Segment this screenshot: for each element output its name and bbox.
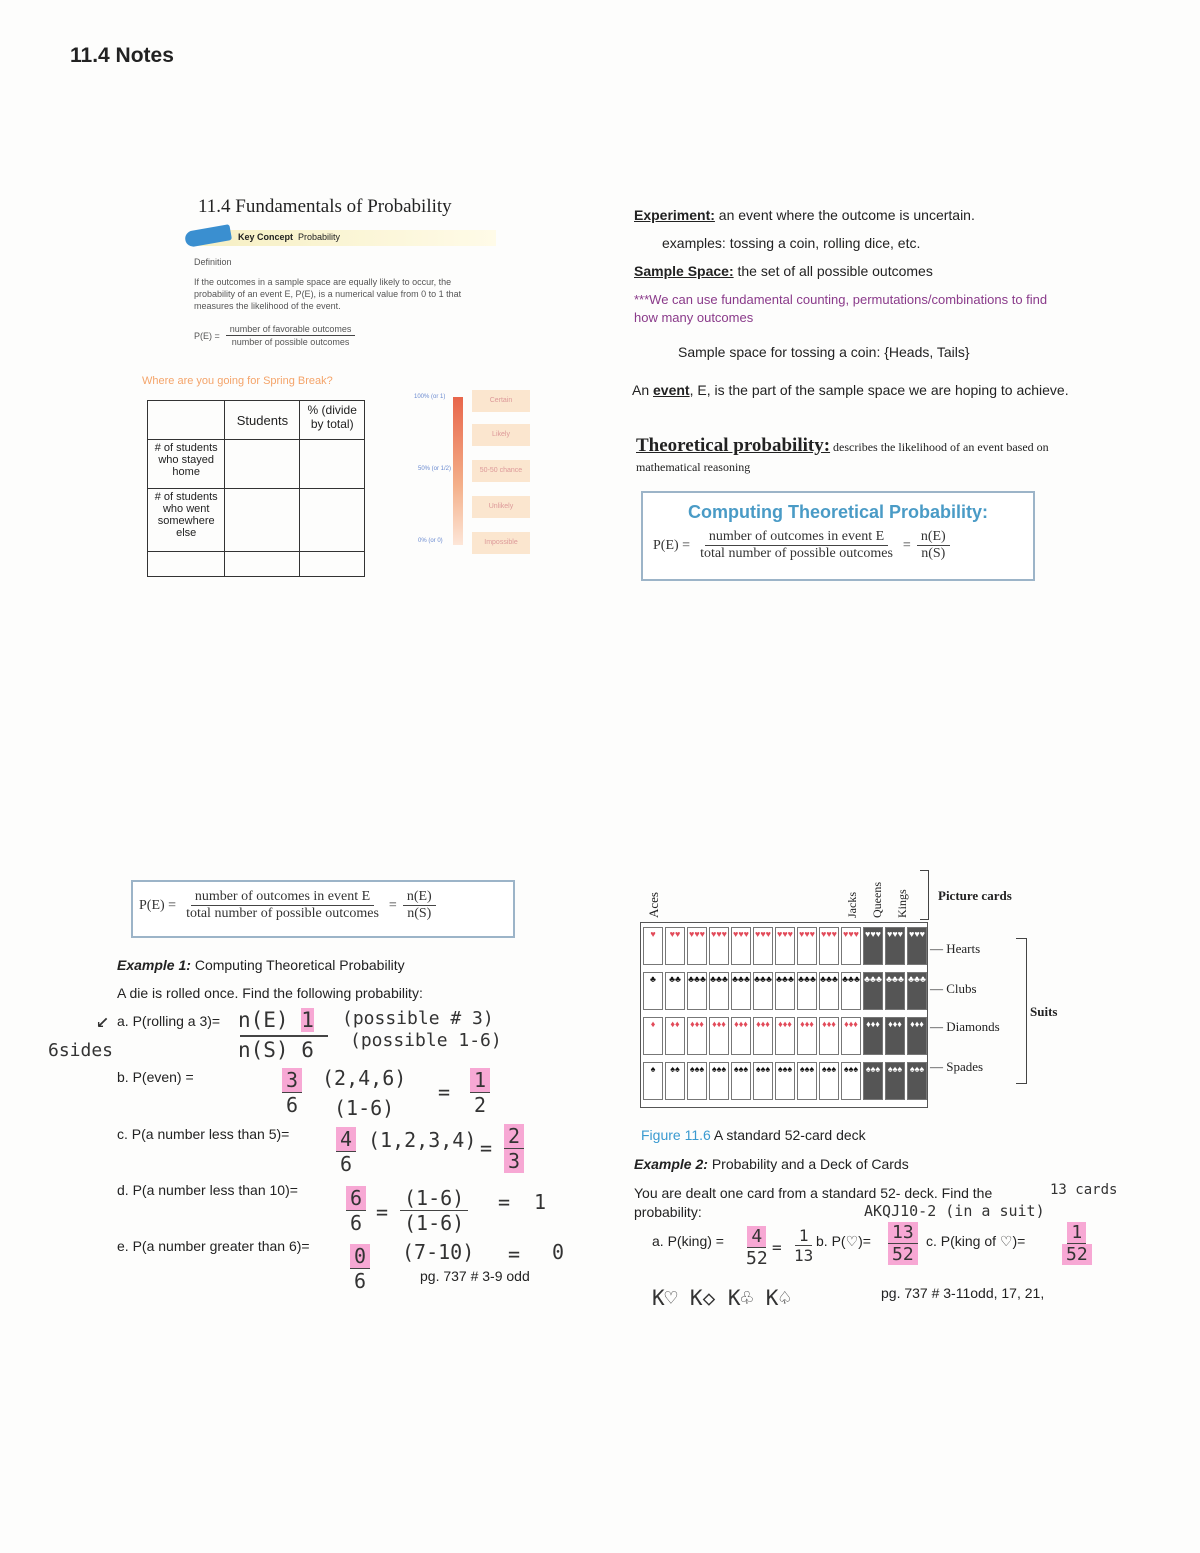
example2-part-b: b. P(♡)=: [816, 1233, 871, 1249]
table-cell: [225, 552, 300, 577]
handwritten-b-set: (2,4,6): [322, 1066, 407, 1090]
handwritten-note-ranks: AKQJ10-2 (in a suit): [864, 1202, 1045, 1220]
picture-card: ♠♠♠: [885, 1062, 905, 1100]
example2-part-a: a. P(king) =: [652, 1233, 724, 1249]
handwritten-c-fraction: $\frac{1}{52}$: [1062, 1222, 1092, 1265]
equals-sign: =: [480, 1136, 493, 1160]
table-cell: [300, 552, 365, 577]
example1-formula: P(E) = $\frac{\text{number of outcomes in event E}}{\text{total number of possible outcomes}}$ = $\frac{n(E)}{n(S)}$: [139, 889, 513, 922]
definition-text: If the outcomes in a sample space are equally likely to occur, the probability of an event E, P(E), is a numerical value from 0 to 1 that measures the likelihood of the event.: [194, 277, 462, 311]
handwritten-a-result: $\frac{1}{13}$: [794, 1226, 814, 1265]
picture-card: ♣♣♣: [907, 972, 927, 1010]
jacks-label: Jacks: [845, 892, 859, 918]
handwritten-six-sides: 6sides: [48, 1040, 114, 1061]
event-definition: An event, E, is the part of the sample space we are hoping to achieve.: [632, 382, 1069, 398]
picture-card: ♥♥♥: [907, 927, 927, 965]
handwritten-a-note: (possible 1-6): [350, 1030, 502, 1051]
queens-label: Queens: [870, 882, 884, 918]
handwritten-b-range: (1-6): [334, 1096, 395, 1120]
example1-formula-box: [131, 880, 515, 938]
fraction-bar: [240, 1035, 328, 1037]
thermo-chip: Certain: [472, 390, 530, 412]
equals-sign: =: [438, 1080, 451, 1104]
table-cell: [300, 440, 365, 489]
suit-label-hearts: — Hearts: [930, 941, 981, 956]
handwritten-note-13-cards: 13 cards: [1050, 1182, 1118, 1198]
picture-card: ♥♥♥: [863, 927, 883, 965]
playing-card: ♣♣♣: [709, 972, 729, 1010]
handwritten-d-fraction-right: $\frac{(1-6)}{(1-6)}$: [400, 1186, 468, 1235]
playing-card: ♣♣♣: [841, 972, 861, 1010]
figure-caption: Figure 11.6 A standard 52-card deck: [641, 1127, 866, 1143]
playing-card: ♣♣♣: [819, 972, 839, 1010]
picture-card: ♣♣♣: [863, 972, 883, 1010]
definition-label: Definition: [194, 257, 232, 267]
table-header-cell: [148, 401, 225, 440]
playing-card: ♥♥: [665, 927, 685, 965]
example2-prompt: You are dealt one card from a standard 52- deck. Find the probability:: [634, 1185, 993, 1220]
section-title: 11.4 Fundamentals of Probability: [198, 196, 452, 217]
probability-formula: P(E) = $\frac{\text{number of outcomes in event E}}{\text{total number of possible outcomes}}$ = $\frac{n(E)}{n(S)}$: [653, 529, 1033, 562]
handwritten-a-numerator: n(E) 1: [238, 1008, 314, 1032]
playing-card: ♥♥♥: [687, 927, 707, 965]
example2-heading: Example 2: Probability and a Deck of Cards: [634, 1156, 909, 1172]
example1-heading: Example 1: Computing Theoretical Probability: [117, 957, 405, 973]
equals-sign: =: [498, 1190, 511, 1214]
handwritten-a-fraction: $\frac{4}{52}$: [746, 1226, 768, 1269]
table-cell: [300, 489, 365, 552]
playing-card: ♦♦♦: [819, 1017, 839, 1055]
playing-card: ♥♥♥: [841, 927, 861, 965]
playing-card: ♥♥♥: [731, 927, 751, 965]
playing-card: ♦♦♦: [709, 1017, 729, 1055]
handwritten-b-fraction: $\frac{13}{52}$: [888, 1222, 918, 1265]
playing-card: ♦: [643, 1017, 663, 1055]
pencil-mark-icon: ↙: [96, 1008, 110, 1033]
sample-space-definition: Sample Space: the set of all possible outcomes: [634, 263, 933, 279]
playing-card: ♥♥♥: [753, 927, 773, 965]
handwritten-b-fraction: $\frac{3}{6}$: [282, 1068, 302, 1117]
playing-card: ♦♦♦: [687, 1017, 707, 1055]
handwritten-e-result: 0: [552, 1240, 565, 1264]
suit-label-spades: — Spades: [930, 1059, 984, 1074]
suits-bracket: [1016, 938, 1027, 1084]
table-header-cell: Students: [225, 401, 300, 440]
playing-card: ♠♠♠: [819, 1062, 839, 1100]
suit-label-clubs: — Clubs: [930, 981, 977, 996]
picture-card: ♠♠♠: [907, 1062, 927, 1100]
playing-card: ♣♣♣: [731, 972, 751, 1010]
handwritten-e-fraction: $\frac{0}{6}$: [350, 1244, 370, 1293]
spring-break-table: [147, 400, 365, 577]
playing-card: ♠♠♠: [797, 1062, 817, 1100]
kings-label: Kings: [895, 889, 909, 918]
aces-label: Aces: [646, 892, 661, 918]
playing-card: ♦♦♦: [841, 1017, 861, 1055]
playing-card: ♣♣♣: [753, 972, 773, 1010]
picture-card: ♣♣♣: [885, 972, 905, 1010]
example1-prompt: A die is rolled once. Find the following probability:: [117, 985, 423, 1001]
example1-part-b: b. P(even) =: [117, 1069, 194, 1085]
picture-card: ♥♥♥: [885, 927, 905, 965]
playing-card: ♠: [643, 1062, 663, 1100]
playing-card: ♣♣♣: [797, 972, 817, 1010]
thermo-chip: 50-50 chance: [472, 460, 530, 482]
example2-part-c: c. P(king of ♡)=: [926, 1233, 1026, 1249]
example1-part-c: c. P(a number less than 5)=: [117, 1126, 290, 1142]
playing-card: ♣♣: [665, 972, 685, 1010]
table-row-label: # of students who stayed home: [148, 440, 225, 489]
playing-card: ♦♦: [665, 1017, 685, 1055]
table-row-label: # of students who went somewhere else: [148, 489, 225, 552]
handwritten-a-denominator: n(S) 6: [238, 1038, 314, 1062]
playing-card: ♠♠♠: [841, 1062, 861, 1100]
playing-card: ♦♦♦: [753, 1017, 773, 1055]
example1-part-d: d. P(a number less than 10)=: [117, 1182, 298, 1198]
handwritten-b-result: $\frac{1}{2}$: [470, 1068, 490, 1117]
suit-label-diamonds: — Diamonds: [930, 1019, 1000, 1034]
table-cell: [225, 489, 300, 552]
computing-probability-title: Computing Theoretical Probability:: [687, 502, 988, 522]
thermo-bottom-label: 0% (or 0): [418, 538, 443, 544]
handwritten-e-set: (7-10): [402, 1240, 475, 1264]
playing-card: ♣: [643, 972, 663, 1010]
equals-sign: =: [508, 1242, 521, 1266]
playing-card: ♦♦♦: [731, 1017, 751, 1055]
experiment-examples: examples: tossing a coin, rolling dice, etc.: [662, 235, 921, 251]
picture-card: ♦♦♦: [907, 1017, 927, 1055]
playing-card: ♠♠♠: [709, 1062, 729, 1100]
computing-probability-box: [641, 491, 1035, 581]
table-cell: [148, 552, 225, 577]
playing-card: ♥♥♥: [797, 927, 817, 965]
playing-card: ♥♥♥: [775, 927, 795, 965]
handwritten-c-result: $\frac{2}{3}$: [504, 1124, 524, 1173]
likelihood-thermometer: [453, 397, 463, 545]
playing-card: ♠♠♠: [731, 1062, 751, 1100]
thermo-top-label: 100% (or 1): [414, 394, 446, 400]
experiment-definition: Experiment: an event where the outcome is uncertain.: [634, 207, 975, 223]
playing-card: ♥♥♥: [819, 927, 839, 965]
playing-card: ♠♠: [665, 1062, 685, 1100]
handwritten-c-fraction: $\frac{4}{6}$: [336, 1127, 356, 1176]
thermo-chip: Likely: [472, 424, 530, 446]
suits-label: Suits: [1030, 1004, 1058, 1019]
example2-homework: pg. 737 # 3-11odd, 17, 21,: [881, 1285, 1045, 1301]
table-header-cell: % (divide by total): [300, 401, 365, 440]
picture-card: ♠♠♠: [863, 1062, 883, 1100]
playing-card: ♠♠♠: [775, 1062, 795, 1100]
coin-sample-space: Sample space for tossing a coin: {Heads, Tails}: [678, 344, 970, 360]
textbook-pe-formula: P(E) = $\frac{\text{number of favorable outcomes}}{\text{number of possible outcomes}}$: [194, 323, 355, 348]
playing-card: ♥: [643, 927, 663, 965]
thermo-mid-label: 50% (or 1/2): [418, 466, 452, 472]
handwritten-kings-list: K♡ K◇ K♧ K♤: [652, 1286, 792, 1310]
theoretical-probability-definition: Theoretical probability: describes the likelihood of an event based on mathematical reasoning: [636, 435, 1049, 474]
playing-card: ♣♣♣: [687, 972, 707, 1010]
handwritten-a-note: (possible # 3): [342, 1008, 494, 1029]
example1-part-a: a. P(rolling a 3)=: [117, 1013, 221, 1029]
playing-card: ♦♦♦: [775, 1017, 795, 1055]
page-title: 11.4 Notes: [70, 44, 174, 67]
picture-card: ♦♦♦: [863, 1017, 883, 1055]
playing-card: ♥♥♥: [709, 927, 729, 965]
example1-part-e: e. P(a number greater than 6)=: [117, 1238, 310, 1254]
deck-grid: [640, 922, 928, 1108]
picture-cards-bracket: [920, 870, 929, 920]
example1-homework: pg. 737 # 3-9 odd: [420, 1268, 530, 1284]
equals-sign: =: [772, 1238, 782, 1257]
handwritten-d-fraction: $\frac{6}{6}$: [346, 1186, 366, 1235]
counting-note: ***We can use fundamental counting, permutations/combinations to find how many outcomes: [634, 292, 1048, 325]
equals-sign: =: [376, 1200, 389, 1224]
handwritten-c-set: (1,2,3,4): [368, 1128, 477, 1152]
key-concept-label: Key Concept Probability: [238, 232, 341, 242]
playing-card: ♠♠♠: [687, 1062, 707, 1100]
playing-card: ♣♣♣: [775, 972, 795, 1010]
thermo-chip: Unlikely: [472, 496, 530, 518]
table-cell: [225, 440, 300, 489]
playing-card: ♠♠♠: [753, 1062, 773, 1100]
playing-card: ♦♦♦: [797, 1017, 817, 1055]
picture-cards-label: Picture cards: [938, 888, 1012, 903]
picture-card: ♦♦♦: [885, 1017, 905, 1055]
handwritten-d-result: 1: [534, 1190, 547, 1214]
spring-break-question: Where are you going for Spring Break?: [142, 375, 333, 387]
thermo-chip: Impossible: [472, 532, 530, 554]
